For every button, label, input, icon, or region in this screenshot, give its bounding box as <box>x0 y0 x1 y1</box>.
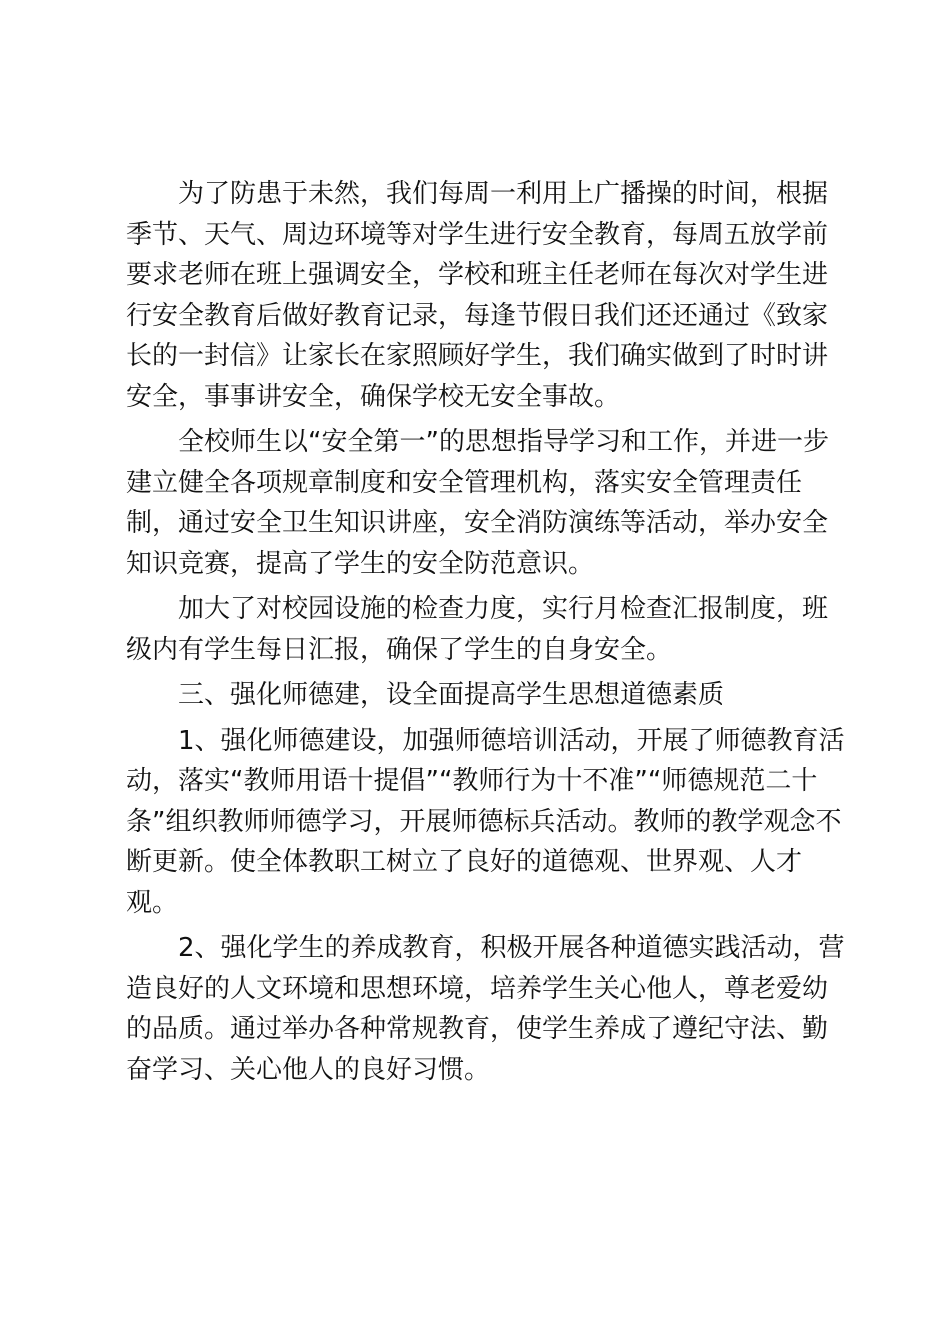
paragraph-line: 知识竞赛，提高了学生的安全防范意识。 <box>126 548 595 579</box>
paragraph-line: 断更新。使全体教职工树立了良好的道德观、世界观、人才 <box>126 847 803 877</box>
paragraph-line: 的品质。通过举办各种常规教育，使学生养成了遵纪守法、勤 <box>126 1014 829 1044</box>
paragraph-safety-education <box>126 174 836 417</box>
paragraph-facility-inspection <box>126 589 836 670</box>
paragraph-line: 1、强化师德建设，加强师德培训活动，开展了师德教育活 <box>178 725 845 756</box>
paragraph-line: 要求老师在班上强调安全，学校和班主任老师在每次对学生进 <box>126 260 829 290</box>
paragraph-line: 安全，事事讲安全，确保学校无安全事故。 <box>126 381 621 412</box>
paragraph-line: 动，落实“教师用语十提倡”“教师行为十不准”“师德规范二十 <box>126 766 818 796</box>
paragraph-line: 长的一封信》让家长在家照顾好学生，我们确实做到了时时讲 <box>126 341 829 371</box>
paragraph-student-habits <box>126 928 845 1090</box>
paragraph-teacher-ethics <box>126 721 845 924</box>
paragraph-line: 观。 <box>126 887 179 918</box>
paragraph-line: 加大了对校园设施的检查力度，实行月检查汇报制度，班 <box>178 594 829 624</box>
section-heading-teacher-ethics <box>126 675 836 716</box>
section-heading-line: 三、强化师德建，设全面提高学生思想道德素质 <box>178 680 725 710</box>
paragraph-line: 季节、天气、周边环境等对学生进行安全教育，每周五放学前 <box>126 219 829 250</box>
paragraph-line: 全校师生以“安全第一”的思想指导学习和工作，并进一步 <box>178 427 829 457</box>
paragraph-line: 建立健全各项规章制度和安全管理机构，落实安全管理责任 <box>126 467 803 498</box>
paragraph-line: 造良好的人文环境和思想环境，培养学生关心他人，尊老爱幼 <box>126 973 829 1004</box>
paragraph-line: 条”组织教师师德学习，开展师德标兵活动。教师的教学观念不 <box>126 806 842 837</box>
paragraph-line: 2、强化学生的养成教育，积极开展各种道德实践活动，营 <box>178 933 845 963</box>
paragraph-line: 级内有学生每日汇报，确保了学生的自身安全。 <box>126 634 673 665</box>
paragraph-line: 为了防患于未然，我们每周一利用上广播操的时间，根据 <box>178 179 829 209</box>
paragraph-line: 奋学习、关心他人的良好习惯。 <box>126 1054 491 1085</box>
paragraph-line: 行安全教育后做好教育记录，每逢节假日我们还还通过《致家 <box>126 300 829 331</box>
paragraph-line: 制，通过安全卫生知识讲座，安全消防演练等活动，举办安全 <box>126 508 829 538</box>
paragraph-safety-first <box>126 422 836 584</box>
document-body <box>126 174 845 1095</box>
